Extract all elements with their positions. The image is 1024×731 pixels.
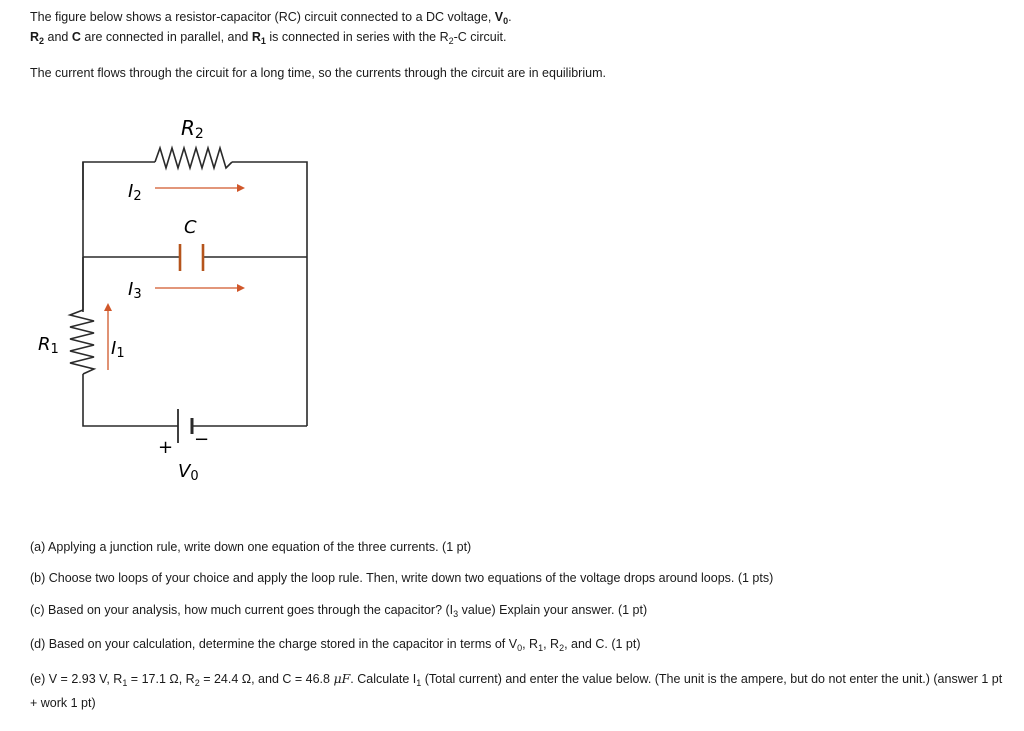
c-symbol: C: [71, 30, 81, 44]
question-d-text: (d) Based on your calculation, determine the charge stored in the capacitor in terms of V: [30, 637, 518, 651]
intro-text: is connected in series with the R: [265, 30, 449, 44]
period: .: [508, 10, 512, 24]
question-e: [30, 669, 1005, 713]
question-d-text: , R: [522, 637, 539, 651]
r2-subscript: 2: [448, 36, 454, 46]
arrowhead-i2-icon: [237, 184, 245, 192]
capacitance-unit: μF: [333, 671, 351, 686]
question-c: [30, 600, 1005, 624]
question-d-text: , and C. (1 pt): [564, 637, 641, 651]
resistor-r1: [70, 310, 94, 374]
r1-subscript: 1: [538, 643, 544, 653]
intro-text: and: [44, 30, 72, 44]
arrowhead-i3-icon: [237, 284, 245, 292]
r1-subscript: 1: [122, 678, 128, 688]
r2-subscript: 2: [39, 36, 45, 46]
question-e-text: (Total current) and enter the value below. (The unit is the ampere, but do not enter the unit.) (answer 1 pt + work 1 pt): [30, 672, 1003, 710]
question-d-text: , R: [543, 637, 560, 651]
intro-text: The figure below shows a resistor-capacitor (RC) circuit connected to a DC voltage,: [30, 10, 495, 24]
question-e-text: . Calculate I: [350, 672, 417, 686]
arrowhead-i1-icon: [104, 303, 112, 311]
label-minus: −: [194, 429, 210, 450]
r2-subscript: 2: [194, 678, 200, 688]
wire-bottom-left: [83, 374, 178, 426]
current-arrows: [104, 184, 245, 370]
wire-top-left: [83, 162, 155, 200]
question-e-text: = 24.4 Ω, and C = 46.8: [199, 672, 334, 686]
circuit-diagram: [0, 105, 340, 505]
r1-symbol: R: [251, 30, 261, 44]
v0-subscript: 0: [517, 643, 523, 653]
label-v0: V0: [178, 461, 199, 484]
r1-subscript: 1: [260, 36, 266, 46]
intro-line-1: [30, 10, 512, 26]
question-d: [30, 634, 1005, 658]
intro-line-2: [30, 30, 506, 46]
intro-text: are connected in parallel, and: [80, 30, 252, 44]
label-i3: I3: [128, 279, 142, 302]
intro-line-3: The current flows through the circuit for a long time, so the currents through the circuit are in equilibrium.: [30, 66, 606, 80]
r2-symbol: R: [30, 30, 40, 44]
question-c-text: (c) Based on your analysis, how much current goes through the capacitor? (I: [30, 603, 454, 617]
wire-top-right: [232, 162, 307, 426]
question-e-text: = 17.1 Ω, R: [127, 672, 195, 686]
label-i1: I1: [111, 338, 125, 361]
wires: [70, 148, 307, 426]
r2-subscript: 2: [559, 643, 565, 653]
label-i2: I2: [128, 181, 142, 204]
label-r1: R1: [38, 334, 59, 357]
question-e-text: (e) V = 2.93 V, R: [30, 672, 123, 686]
question-a: (a) Applying a junction rule, write down one equation of the three currents. (1 pt): [30, 540, 472, 554]
intro-text: -C circuit.: [453, 30, 507, 44]
i1-subscript: 1: [416, 678, 422, 688]
v0-subscript: 0: [503, 16, 509, 26]
label-r2: R2: [181, 116, 204, 142]
question-c-text: value) Explain your answer. (1 pt): [458, 603, 648, 617]
resistor-r2: [155, 148, 232, 168]
i3-subscript: 3: [453, 609, 459, 619]
v0-symbol: V: [494, 10, 504, 24]
label-plus: +: [158, 437, 174, 458]
label-c: C: [184, 217, 197, 238]
question-b: (b) Choose two loops of your choice and apply the loop rule. Then, write down two equations of the voltage drops around loops. (1 pts): [30, 571, 774, 585]
